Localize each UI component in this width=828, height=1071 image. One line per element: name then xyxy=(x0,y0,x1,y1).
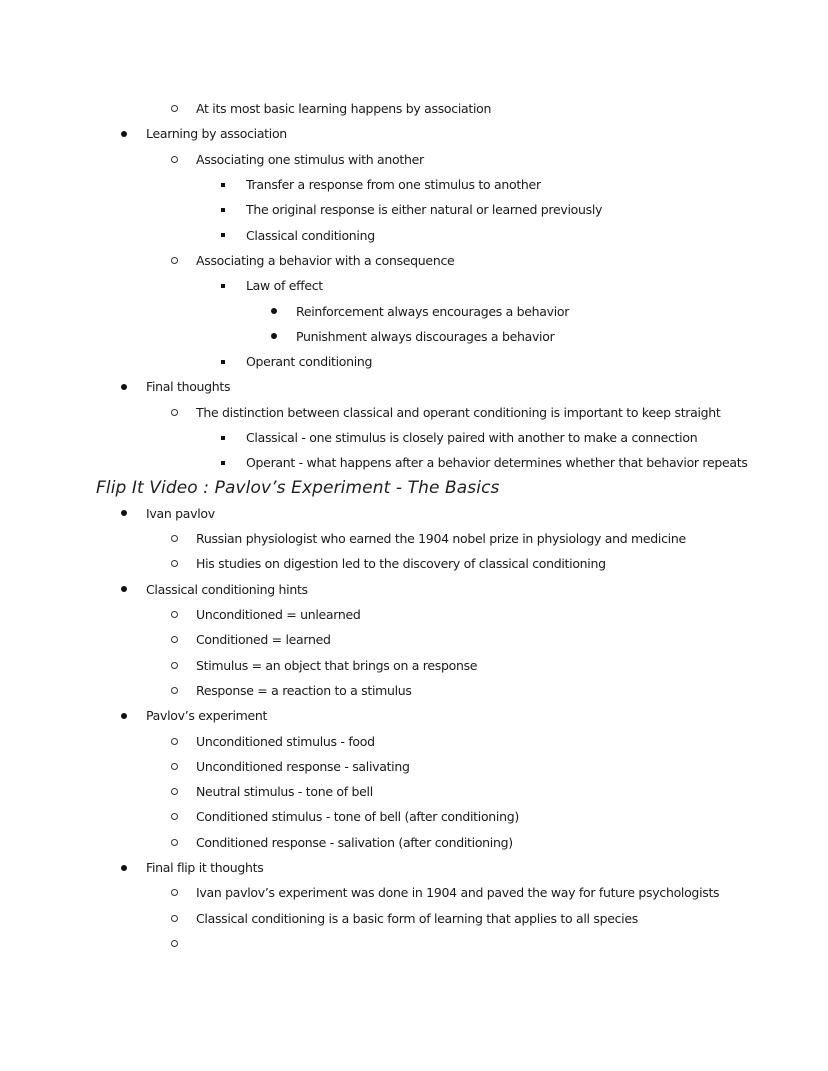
circle-bullet-glyph xyxy=(171,889,178,896)
circle-bullet-icon xyxy=(171,738,196,745)
bullet-text: Classical - one stimulus is closely paired with another to make a connection xyxy=(246,430,698,445)
section-heading: Flip It Video : Pavlov’s Experiment - The Basics xyxy=(96,478,500,499)
bullet-line xyxy=(96,121,776,146)
bullet-line xyxy=(96,273,776,298)
bullet-line xyxy=(96,425,776,450)
bullet-line xyxy=(96,754,776,779)
bullet-text: His studies on digestion led to the discovery of classical conditioning xyxy=(196,556,606,572)
bullet-line xyxy=(96,627,776,652)
disc-bullet-icon xyxy=(271,333,296,339)
circle-bullet-icon xyxy=(171,636,196,643)
bullet-line xyxy=(96,450,776,475)
disc-bullet-glyph xyxy=(271,333,277,339)
square-bullet-glyph xyxy=(221,461,225,465)
bullet-line xyxy=(96,96,776,121)
disc-bullet-glyph xyxy=(121,131,127,137)
circle-bullet-icon xyxy=(171,535,196,542)
bullet-line xyxy=(96,906,776,931)
disc-bullet-glyph xyxy=(121,384,127,390)
bullet-line xyxy=(96,349,776,374)
bullet-line xyxy=(96,703,776,728)
square-bullet-icon xyxy=(221,233,246,237)
bullet-line xyxy=(96,374,776,399)
circle-bullet-icon xyxy=(171,788,196,795)
disc-bullet-glyph xyxy=(121,865,127,871)
square-bullet-glyph xyxy=(221,208,225,212)
circle-bullet-glyph xyxy=(171,940,178,947)
bullet-line xyxy=(96,172,776,197)
bullet-text: Stimulus = an object that brings on a response xyxy=(196,657,478,673)
bullet-text: At its most basic learning happens by association xyxy=(196,101,492,117)
circle-bullet-glyph xyxy=(171,662,178,669)
bullet-line xyxy=(96,147,776,172)
circle-bullet-glyph xyxy=(171,915,178,922)
bullet-line xyxy=(96,400,776,425)
bullet-text: The original response is either natural or learned previously xyxy=(246,202,603,218)
circle-bullet-icon xyxy=(171,662,196,669)
bullet-line xyxy=(96,678,776,703)
circle-bullet-icon xyxy=(171,940,196,947)
disc-bullet-glyph xyxy=(271,308,277,314)
circle-bullet-glyph xyxy=(171,560,178,567)
disc-bullet-glyph xyxy=(121,713,127,719)
bullet-line xyxy=(96,222,776,247)
square-bullet-glyph xyxy=(221,360,225,364)
circle-bullet-icon xyxy=(171,763,196,770)
bullet-line xyxy=(96,602,776,627)
bullet-text: Unconditioned = unlearned xyxy=(196,607,361,623)
bullet-text: The distinction between classical and operant conditioning is important to keep straight xyxy=(196,404,721,420)
bullet-text: Transfer a response from one stimulus to another xyxy=(246,177,541,193)
bullet-text: Pavlov’s experiment xyxy=(146,708,268,724)
square-bullet-glyph xyxy=(221,233,225,237)
square-bullet-icon xyxy=(221,461,246,465)
bullet-line xyxy=(96,526,776,551)
bullet-line xyxy=(96,551,776,576)
bullet-text: Classical conditioning is a basic form of learning that applies to all species xyxy=(196,910,638,926)
notes-outline xyxy=(96,96,776,956)
bullet-line xyxy=(96,728,776,753)
square-bullet-icon xyxy=(221,208,246,212)
square-bullet-icon xyxy=(221,360,246,364)
bullet-text: Conditioned response - salivation (after conditioning) xyxy=(196,834,513,850)
bullet-line xyxy=(96,298,776,323)
bullet-line xyxy=(96,501,776,526)
bullet-line xyxy=(96,880,776,905)
disc-bullet-glyph xyxy=(121,586,127,592)
disc-bullet-glyph xyxy=(121,510,127,516)
disc-bullet-icon xyxy=(121,713,146,719)
disc-bullet-icon xyxy=(121,865,146,871)
circle-bullet-glyph xyxy=(171,535,178,542)
bullet-text: Unconditioned stimulus - food xyxy=(196,733,375,749)
bullet-text: Learning by association xyxy=(146,126,287,142)
bullet-text: Classical conditioning xyxy=(246,227,375,243)
circle-bullet-icon xyxy=(171,257,196,264)
circle-bullet-glyph xyxy=(171,788,178,795)
disc-bullet-icon xyxy=(121,586,146,592)
circle-bullet-icon xyxy=(171,687,196,694)
bullet-text: Operant conditioning xyxy=(246,354,373,370)
circle-bullet-glyph xyxy=(171,687,178,694)
bullet-text: Reinforcement always encourages a behavior xyxy=(296,303,570,319)
bullet-line xyxy=(96,577,776,602)
disc-bullet-icon xyxy=(121,510,146,516)
circle-bullet-icon xyxy=(171,156,196,163)
circle-bullet-glyph xyxy=(171,105,178,112)
circle-bullet-glyph xyxy=(171,738,178,745)
square-bullet-glyph xyxy=(221,436,225,440)
circle-bullet-icon xyxy=(171,611,196,618)
circle-bullet-glyph xyxy=(171,156,178,163)
bullet-text: Ivan pavlov’s experiment was done in 1904 and paved the way for future psychologists xyxy=(196,885,720,901)
bullet-text: Conditioned stimulus - tone of bell (after conditioning) xyxy=(196,809,519,825)
disc-bullet-icon xyxy=(121,131,146,137)
bullet-text: Conditioned = learned xyxy=(196,632,331,648)
circle-bullet-icon xyxy=(171,105,196,112)
bullet-text: Unconditioned response - salivating xyxy=(196,758,410,774)
bullet-line xyxy=(96,855,776,880)
square-bullet-icon xyxy=(221,436,246,440)
circle-bullet-icon xyxy=(171,889,196,896)
bullet-text: Response = a reaction to a stimulus xyxy=(196,682,412,698)
square-bullet-icon xyxy=(221,183,246,187)
circle-bullet-glyph xyxy=(171,636,178,643)
circle-bullet-icon xyxy=(171,560,196,567)
bullet-text: Associating one stimulus with another xyxy=(196,151,424,167)
circle-bullet-icon xyxy=(171,839,196,846)
circle-bullet-glyph xyxy=(171,839,178,846)
bullet-text: Law of effect xyxy=(246,278,323,294)
disc-bullet-icon xyxy=(271,308,296,314)
bullet-line xyxy=(96,197,776,222)
bullet-line xyxy=(96,804,776,829)
bullet-line xyxy=(96,653,776,678)
circle-bullet-glyph xyxy=(171,409,178,416)
bullet-text: Russian physiologist who earned the 1904 nobel prize in physiology and medicine xyxy=(196,531,686,547)
bullet-line xyxy=(96,931,776,956)
circle-bullet-glyph xyxy=(171,257,178,264)
bullet-line xyxy=(96,248,776,273)
bullet-text: Punishment always discourages a behavior xyxy=(296,328,555,344)
square-bullet-icon xyxy=(221,284,246,288)
bullet-text: Classical conditioning hints xyxy=(146,581,308,597)
square-bullet-glyph xyxy=(221,183,225,187)
bullet-text: Final thoughts xyxy=(146,379,231,395)
bullet-text: Associating a behavior with a consequence xyxy=(196,252,455,268)
circle-bullet-icon xyxy=(171,915,196,922)
bullet-text: Neutral stimulus - tone of bell xyxy=(196,784,373,800)
circle-bullet-icon xyxy=(171,813,196,820)
square-bullet-glyph xyxy=(221,284,225,288)
bullet-line xyxy=(96,779,776,804)
bullet-text: Ivan pavlov xyxy=(146,505,215,521)
bullet-line xyxy=(96,830,776,855)
circle-bullet-icon xyxy=(171,409,196,416)
bullet-text: Operant - what happens after a behavior determines whether that behavior repeats xyxy=(246,455,748,471)
circle-bullet-glyph xyxy=(171,611,178,618)
disc-bullet-icon xyxy=(121,384,146,390)
bullet-line xyxy=(96,324,776,349)
circle-bullet-glyph xyxy=(171,813,178,820)
circle-bullet-glyph xyxy=(171,763,178,770)
bullet-text: Final flip it thoughts xyxy=(146,860,264,876)
